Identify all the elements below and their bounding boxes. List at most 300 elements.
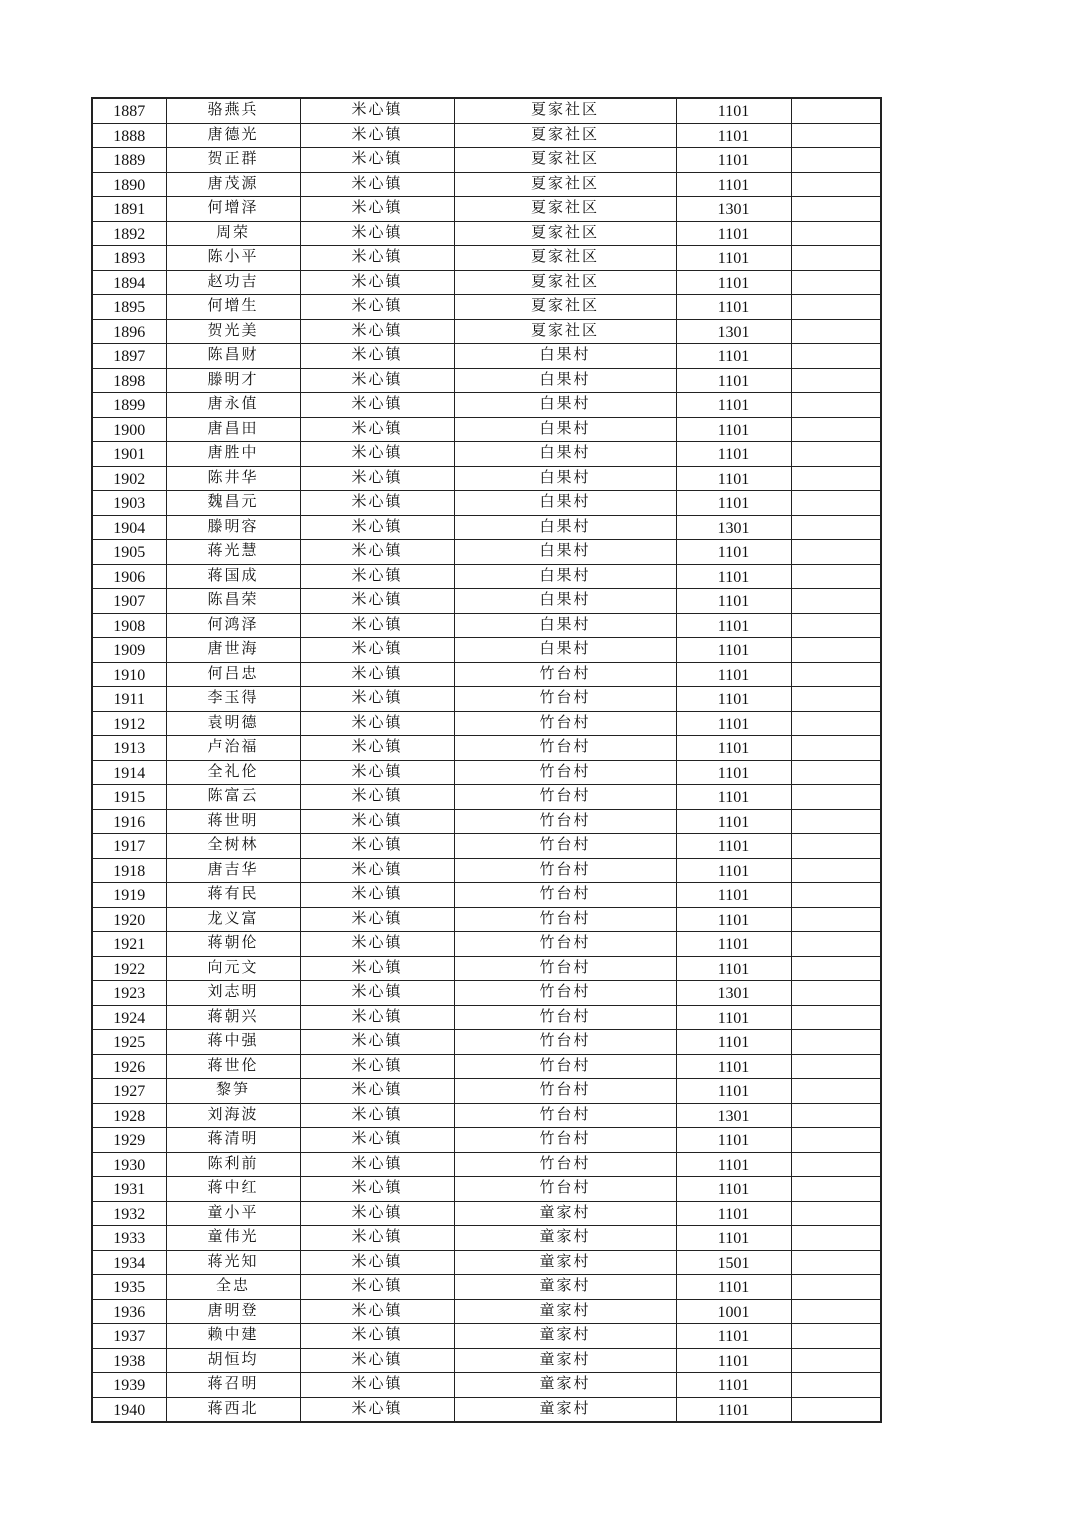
serial-number-cell: 1902 [92,466,166,491]
serial-number-cell: 1895 [92,295,166,320]
name-cell: 黎笋 [166,1079,300,1104]
remark-cell [791,883,881,908]
code-cell: 1101 [676,785,791,810]
table-row [92,221,881,246]
code-cell: 1101 [676,417,791,442]
town-cell: 米心镇 [300,638,454,663]
remark-cell [791,393,881,418]
name-cell: 童伟光 [166,1226,300,1251]
village-cell: 夏家社区 [454,246,676,271]
village-cell: 童家村 [454,1324,676,1349]
name-cell: 蒋中红 [166,1177,300,1202]
table-row [92,1054,881,1079]
table-row [92,785,881,810]
serial-number-cell: 1914 [92,760,166,785]
code-cell: 1101 [676,98,791,123]
table-row [92,834,881,859]
code-cell: 1101 [676,589,791,614]
remark-cell [791,417,881,442]
table-row [92,1324,881,1349]
code-cell: 1101 [676,295,791,320]
code-cell: 1101 [676,148,791,173]
town-cell: 米心镇 [300,834,454,859]
name-cell: 蒋世伦 [166,1054,300,1079]
village-cell: 竹台村 [454,907,676,932]
code-cell: 1101 [676,834,791,859]
village-cell: 竹台村 [454,760,676,785]
remark-cell [791,123,881,148]
town-cell: 米心镇 [300,197,454,222]
code-cell: 1101 [676,270,791,295]
table-row [92,1152,881,1177]
remark-cell [791,1054,881,1079]
name-cell: 魏昌元 [166,491,300,516]
name-cell: 唐昌田 [166,417,300,442]
name-cell: 蒋召明 [166,1373,300,1398]
name-cell: 蒋有民 [166,883,300,908]
town-cell: 米心镇 [300,246,454,271]
code-cell: 1101 [676,687,791,712]
table-row [92,736,881,761]
town-cell: 米心镇 [300,295,454,320]
remark-cell [791,589,881,614]
village-cell: 童家村 [454,1226,676,1251]
table-row [92,956,881,981]
serial-number-cell: 1890 [92,172,166,197]
village-cell: 竹台村 [454,956,676,981]
remark-cell [791,687,881,712]
code-cell: 1101 [676,956,791,981]
village-cell: 夏家社区 [454,295,676,320]
serial-number-cell: 1893 [92,246,166,271]
serial-number-cell: 1922 [92,956,166,981]
table-row [92,98,881,123]
town-cell: 米心镇 [300,393,454,418]
name-cell: 赖中建 [166,1324,300,1349]
table-row [92,1079,881,1104]
remark-cell [791,197,881,222]
village-cell: 白果村 [454,589,676,614]
code-cell: 1101 [676,123,791,148]
serial-number-cell: 1926 [92,1054,166,1079]
town-cell: 米心镇 [300,736,454,761]
village-cell: 竹台村 [454,1005,676,1030]
remark-cell [791,540,881,565]
remark-cell [791,932,881,957]
village-cell: 夏家社区 [454,98,676,123]
code-cell: 1301 [676,319,791,344]
code-cell: 1101 [676,221,791,246]
table-row [92,589,881,614]
remark-cell [791,515,881,540]
code-cell: 1101 [676,883,791,908]
table-row [92,1397,881,1422]
serial-number-cell: 1894 [92,270,166,295]
village-cell: 竹台村 [454,1030,676,1055]
serial-number-cell: 1903 [92,491,166,516]
town-cell: 米心镇 [300,368,454,393]
name-cell: 滕明才 [166,368,300,393]
town-cell: 米心镇 [300,956,454,981]
village-cell: 竹台村 [454,785,676,810]
code-cell: 1101 [676,1397,791,1422]
code-cell: 1101 [676,1177,791,1202]
town-cell: 米心镇 [300,466,454,491]
name-cell: 蒋光知 [166,1250,300,1275]
remark-cell [791,344,881,369]
table-row [92,123,881,148]
table-row [92,1005,881,1030]
code-cell: 1101 [676,172,791,197]
serial-number-cell: 1889 [92,148,166,173]
code-cell: 1101 [676,1373,791,1398]
remark-cell [791,1373,881,1398]
code-cell: 1101 [676,1226,791,1251]
town-cell: 米心镇 [300,1348,454,1373]
remark-cell [791,834,881,859]
table-row [92,270,881,295]
table-row [92,1177,881,1202]
village-cell: 白果村 [454,564,676,589]
village-cell: 白果村 [454,344,676,369]
town-cell: 米心镇 [300,540,454,565]
village-cell: 白果村 [454,638,676,663]
town-cell: 米心镇 [300,491,454,516]
name-cell: 骆燕兵 [166,98,300,123]
table-row [92,1348,881,1373]
serial-number-cell: 1899 [92,393,166,418]
table-row [92,148,881,173]
village-cell: 竹台村 [454,662,676,687]
code-cell: 1101 [676,907,791,932]
code-cell: 1101 [676,858,791,883]
name-cell: 向元文 [166,956,300,981]
village-cell: 竹台村 [454,1128,676,1153]
name-cell: 蒋国成 [166,564,300,589]
name-cell: 唐吉华 [166,858,300,883]
name-cell: 刘志明 [166,981,300,1006]
name-cell: 何吕忠 [166,662,300,687]
name-cell: 李玉得 [166,687,300,712]
name-cell: 蒋光慧 [166,540,300,565]
name-cell: 陈井华 [166,466,300,491]
serial-number-cell: 1915 [92,785,166,810]
table-row [92,883,881,908]
serial-number-cell: 1939 [92,1373,166,1398]
remark-cell [791,809,881,834]
town-cell: 米心镇 [300,1103,454,1128]
table-row [92,760,881,785]
name-cell: 赵功吉 [166,270,300,295]
village-cell: 竹台村 [454,834,676,859]
table-row [92,172,881,197]
town-cell: 米心镇 [300,809,454,834]
code-cell: 1001 [676,1299,791,1324]
table-row [92,1226,881,1251]
serial-number-cell: 1891 [92,197,166,222]
town-cell: 米心镇 [300,687,454,712]
code-cell: 1101 [676,1152,791,1177]
town-cell: 米心镇 [300,1005,454,1030]
table-row [92,442,881,467]
name-cell: 唐世海 [166,638,300,663]
table-row [92,1128,881,1153]
table-row [92,1299,881,1324]
remark-cell [791,270,881,295]
village-cell: 白果村 [454,442,676,467]
village-cell: 竹台村 [454,883,676,908]
roster-body [92,98,881,1422]
table-row [92,295,881,320]
name-cell: 刘海波 [166,1103,300,1128]
serial-number-cell: 1923 [92,981,166,1006]
village-cell: 童家村 [454,1275,676,1300]
name-cell: 唐永值 [166,393,300,418]
town-cell: 米心镇 [300,1030,454,1055]
code-cell: 1101 [676,344,791,369]
village-cell: 夏家社区 [454,148,676,173]
serial-number-cell: 1910 [92,662,166,687]
serial-number-cell: 1897 [92,344,166,369]
village-cell: 白果村 [454,393,676,418]
table-row [92,393,881,418]
town-cell: 米心镇 [300,221,454,246]
serial-number-cell: 1906 [92,564,166,589]
name-cell: 陈昌荣 [166,589,300,614]
village-cell: 竹台村 [454,1054,676,1079]
village-cell: 夏家社区 [454,319,676,344]
table-row [92,344,881,369]
town-cell: 米心镇 [300,1177,454,1202]
remark-cell [791,172,881,197]
village-cell: 童家村 [454,1250,676,1275]
remark-cell [791,466,881,491]
remark-cell [791,368,881,393]
town-cell: 米心镇 [300,319,454,344]
serial-number-cell: 1928 [92,1103,166,1128]
remark-cell [791,1177,881,1202]
name-cell: 滕明容 [166,515,300,540]
remark-cell [791,638,881,663]
town-cell: 米心镇 [300,760,454,785]
name-cell: 蒋中强 [166,1030,300,1055]
town-cell: 米心镇 [300,1250,454,1275]
town-cell: 米心镇 [300,564,454,589]
serial-number-cell: 1938 [92,1348,166,1373]
serial-number-cell: 1907 [92,589,166,614]
table-row [92,319,881,344]
code-cell: 1101 [676,442,791,467]
table-row [92,662,881,687]
code-cell: 1101 [676,491,791,516]
serial-number-cell: 1892 [92,221,166,246]
remark-cell [791,956,881,981]
town-cell: 米心镇 [300,907,454,932]
table-row [92,613,881,638]
name-cell: 贺光美 [166,319,300,344]
village-cell: 竹台村 [454,858,676,883]
code-cell: 1101 [676,1324,791,1349]
table-row [92,858,881,883]
remark-cell [791,246,881,271]
code-cell: 1101 [676,736,791,761]
village-cell: 童家村 [454,1348,676,1373]
serial-number-cell: 1905 [92,540,166,565]
code-cell: 1101 [676,466,791,491]
name-cell: 唐胜中 [166,442,300,467]
remark-cell [791,1030,881,1055]
town-cell: 米心镇 [300,1152,454,1177]
serial-number-cell: 1937 [92,1324,166,1349]
remark-cell [791,1079,881,1104]
remark-cell [791,711,881,736]
table-row [92,1030,881,1055]
town-cell: 米心镇 [300,1397,454,1422]
table-row [92,711,881,736]
serial-number-cell: 1930 [92,1152,166,1177]
code-cell: 1101 [676,1275,791,1300]
serial-number-cell: 1896 [92,319,166,344]
remark-cell [791,148,881,173]
table-row [92,638,881,663]
code-cell: 1101 [676,1079,791,1104]
table-row [92,809,881,834]
table-row [92,246,881,271]
code-cell: 1101 [676,711,791,736]
serial-number-cell: 1916 [92,809,166,834]
serial-number-cell: 1904 [92,515,166,540]
serial-number-cell: 1888 [92,123,166,148]
town-cell: 米心镇 [300,662,454,687]
town-cell: 米心镇 [300,1226,454,1251]
code-cell: 1501 [676,1250,791,1275]
code-cell: 1101 [676,564,791,589]
remark-cell [791,613,881,638]
table-row [92,1201,881,1226]
table-row [92,515,881,540]
town-cell: 米心镇 [300,711,454,736]
town-cell: 米心镇 [300,1324,454,1349]
serial-number-cell: 1924 [92,1005,166,1030]
table-row [92,417,881,442]
code-cell: 1101 [676,1030,791,1055]
remark-cell [791,662,881,687]
town-cell: 米心镇 [300,785,454,810]
name-cell: 陈小平 [166,246,300,271]
table-row [92,368,881,393]
town-cell: 米心镇 [300,1079,454,1104]
serial-number-cell: 1911 [92,687,166,712]
name-cell: 童小平 [166,1201,300,1226]
serial-number-cell: 1887 [92,98,166,123]
code-cell: 1101 [676,393,791,418]
remark-cell [791,907,881,932]
serial-number-cell: 1908 [92,613,166,638]
serial-number-cell: 1917 [92,834,166,859]
code-cell: 1101 [676,1348,791,1373]
remark-cell [791,295,881,320]
village-cell: 夏家社区 [454,197,676,222]
remark-cell [791,858,881,883]
serial-number-cell: 1909 [92,638,166,663]
serial-number-cell: 1933 [92,1226,166,1251]
name-cell: 唐德光 [166,123,300,148]
town-cell: 米心镇 [300,270,454,295]
remark-cell [791,564,881,589]
code-cell: 1101 [676,540,791,565]
remark-cell [791,98,881,123]
code-cell: 1301 [676,1103,791,1128]
serial-number-cell: 1901 [92,442,166,467]
code-cell: 1101 [676,1201,791,1226]
name-cell: 蒋西北 [166,1397,300,1422]
serial-number-cell: 1934 [92,1250,166,1275]
code-cell: 1301 [676,515,791,540]
name-cell: 胡恒均 [166,1348,300,1373]
town-cell: 米心镇 [300,1128,454,1153]
name-cell: 陈利前 [166,1152,300,1177]
village-cell: 童家村 [454,1299,676,1324]
serial-number-cell: 1929 [92,1128,166,1153]
name-cell: 袁明德 [166,711,300,736]
code-cell: 1101 [676,368,791,393]
code-cell: 1101 [676,760,791,785]
town-cell: 米心镇 [300,172,454,197]
name-cell: 蒋朝伦 [166,932,300,957]
name-cell: 卢治福 [166,736,300,761]
table-row [92,564,881,589]
serial-number-cell: 1940 [92,1397,166,1422]
remark-cell [791,785,881,810]
table-row [92,1103,881,1128]
serial-number-cell: 1920 [92,907,166,932]
serial-number-cell: 1921 [92,932,166,957]
name-cell: 陈富云 [166,785,300,810]
remark-cell [791,1005,881,1030]
name-cell: 全礼伦 [166,760,300,785]
table-row [92,981,881,1006]
remark-cell [791,319,881,344]
remark-cell [791,1324,881,1349]
table-row [92,491,881,516]
town-cell: 米心镇 [300,1201,454,1226]
town-cell: 米心镇 [300,1054,454,1079]
remark-cell [791,1397,881,1422]
village-cell: 竹台村 [454,932,676,957]
town-cell: 米心镇 [300,442,454,467]
village-cell: 竹台村 [454,1177,676,1202]
remark-cell [791,736,881,761]
town-cell: 米心镇 [300,932,454,957]
remark-cell [791,760,881,785]
remark-cell [791,1226,881,1251]
name-cell: 周荣 [166,221,300,246]
town-cell: 米心镇 [300,1275,454,1300]
village-cell: 竹台村 [454,1152,676,1177]
table-row [92,197,881,222]
town-cell: 米心镇 [300,613,454,638]
table-row [92,540,881,565]
serial-number-cell: 1931 [92,1177,166,1202]
name-cell: 全忠 [166,1275,300,1300]
village-cell: 白果村 [454,368,676,393]
code-cell: 1101 [676,638,791,663]
remark-cell [791,1128,881,1153]
name-cell: 蒋朝兴 [166,1005,300,1030]
town-cell: 米心镇 [300,1299,454,1324]
code-cell: 1101 [676,932,791,957]
table-row [92,1250,881,1275]
